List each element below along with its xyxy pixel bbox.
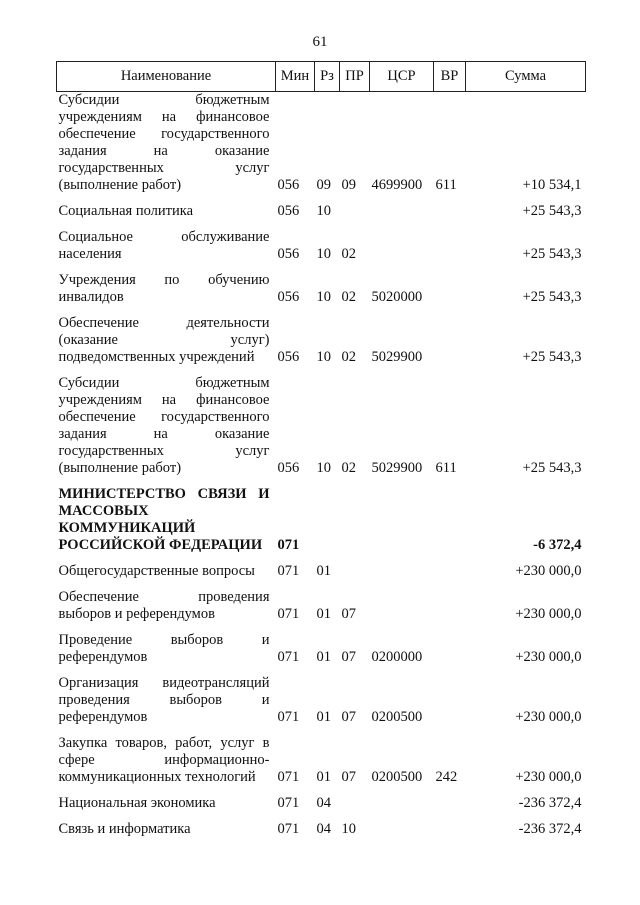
table-row <box>57 229 586 272</box>
row-csr: 5029900 <box>371 460 423 476</box>
row-min: 056 <box>277 289 300 305</box>
row-rz: 01 <box>316 606 331 622</box>
row-rz: 10 <box>316 246 331 262</box>
row-sum: +25 543,3 <box>522 246 582 262</box>
row-csr <box>370 229 434 272</box>
header-pr: ПР <box>340 62 370 92</box>
row-min: 071 <box>277 563 300 579</box>
row-rz: 04 <box>316 821 331 837</box>
table-header-row <box>57 62 586 92</box>
row-csr <box>370 203 434 229</box>
table-row <box>57 735 586 795</box>
row-min: 056 <box>277 246 300 262</box>
row-min: 071 <box>277 649 300 665</box>
table-row <box>57 675 586 735</box>
table-row <box>57 632 586 675</box>
row-min: 056 <box>277 460 300 476</box>
row-csr <box>370 486 434 563</box>
row-vr <box>434 315 466 375</box>
row-rz: 10 <box>316 289 331 305</box>
header-rz: Рз <box>315 62 340 92</box>
table-row <box>57 486 586 563</box>
row-pr <box>340 203 370 229</box>
row-csr: 0200000 <box>371 649 423 665</box>
row-sum: -236 372,4 <box>518 821 582 837</box>
row-sum: +230 000,0 <box>515 606 582 622</box>
row-pr: 10 <box>341 821 356 837</box>
row-csr: 4699900 <box>371 177 423 193</box>
row-name: Обеспечение проведения выборов и референдумов <box>58 589 270 622</box>
row-sum: +230 000,0 <box>515 709 582 725</box>
row-rz: 01 <box>316 649 331 665</box>
row-pr: 02 <box>341 349 356 365</box>
row-min: 056 <box>277 203 300 219</box>
row-vr <box>434 795 466 821</box>
row-pr: 07 <box>341 606 356 622</box>
row-name: Социальное обслуживание населения <box>58 229 270 262</box>
row-sum: -236 372,4 <box>518 795 582 811</box>
row-name: Обеспечение деятельности (оказание услуг) подведомственных учреждений <box>58 315 270 365</box>
table-row <box>57 203 586 229</box>
header-min: Мин <box>276 62 315 92</box>
row-name: Социальная политика <box>58 203 194 219</box>
table-row <box>57 375 586 486</box>
row-pr <box>340 563 370 589</box>
row-name: Учреждения по обучению инвалидов <box>58 272 270 305</box>
row-sum: +230 000,0 <box>515 649 582 665</box>
row-vr: 611 <box>435 177 457 193</box>
row-rz: 10 <box>316 460 331 476</box>
table-row <box>57 315 586 375</box>
row-pr <box>340 795 370 821</box>
header-csr: ЦСР <box>370 62 434 92</box>
row-vr <box>434 632 466 675</box>
row-vr <box>434 229 466 272</box>
row-rz: 04 <box>316 795 331 811</box>
table-row <box>57 589 586 632</box>
row-sum: +25 543,3 <box>522 349 582 365</box>
row-name: Закупка товаров, работ, услуг в сфере информационно-коммуникационных технологий <box>58 735 270 785</box>
row-name: Организация видеотрансляций проведения выборов и референдумов <box>58 675 270 725</box>
row-min: 071 <box>277 537 300 553</box>
row-rz: 09 <box>316 177 331 193</box>
row-vr <box>434 589 466 632</box>
row-rz: 01 <box>316 769 331 785</box>
table-row <box>57 795 586 821</box>
table-row <box>57 92 586 204</box>
row-name: Общегосударственные вопросы <box>58 563 255 579</box>
row-rz: 01 <box>316 563 331 579</box>
row-vr <box>434 272 466 315</box>
row-vr <box>434 203 466 229</box>
row-sum: +25 543,3 <box>522 289 582 305</box>
row-min: 071 <box>277 709 300 725</box>
row-csr <box>370 589 434 632</box>
row-pr: 07 <box>341 649 356 665</box>
row-rz: 10 <box>316 203 331 219</box>
row-min: 071 <box>277 769 300 785</box>
row-pr: 02 <box>341 289 356 305</box>
row-min: 056 <box>277 177 300 193</box>
row-pr: 09 <box>341 177 356 193</box>
row-vr <box>434 563 466 589</box>
row-csr <box>370 563 434 589</box>
row-name: Субсидии бюджетным учреждениям на финансовое обеспечение государственного задания на оказание государственных услуг (выполнение работ) <box>58 375 270 476</box>
row-csr: 0200500 <box>371 769 423 785</box>
row-pr: 07 <box>341 709 356 725</box>
row-vr <box>434 821 466 847</box>
header-vr: ВР <box>434 62 466 92</box>
row-vr: 611 <box>435 460 457 476</box>
row-sum: +10 534,1 <box>522 177 582 193</box>
row-csr: 5020000 <box>371 289 423 305</box>
row-name: Национальная экономика <box>58 795 216 811</box>
row-vr: 242 <box>435 769 458 785</box>
row-min: 071 <box>277 606 300 622</box>
header-sum: Сумма <box>466 62 586 92</box>
row-csr: 5029900 <box>371 349 423 365</box>
row-min: 071 <box>277 821 300 837</box>
row-sum: -6 372,4 <box>533 537 582 553</box>
row-pr: 02 <box>341 460 356 476</box>
row-name: Связь и информатика <box>58 821 191 837</box>
row-csr <box>370 821 434 847</box>
page-number: 61 <box>312 34 328 50</box>
row-name: Субсидии бюджетным учреждениям на финансовое обеспечение государственного задания на оказание государственных услуг (выполнение работ) <box>58 92 270 193</box>
row-pr <box>340 486 370 563</box>
row-min: 071 <box>277 795 300 811</box>
header-name: Наименование <box>57 62 276 92</box>
row-sum: +230 000,0 <box>515 769 582 785</box>
row-min: 056 <box>277 349 300 365</box>
row-csr <box>370 795 434 821</box>
table-row <box>57 563 586 589</box>
row-sum: +25 543,3 <box>522 203 582 219</box>
row-pr: 07 <box>341 769 356 785</box>
row-rz <box>315 486 340 563</box>
row-vr <box>434 486 466 563</box>
table-row <box>57 272 586 315</box>
row-pr: 02 <box>341 246 356 262</box>
row-sum: +230 000,0 <box>515 563 582 579</box>
budget-table <box>56 61 586 847</box>
row-csr: 0200500 <box>371 709 423 725</box>
row-rz: 01 <box>316 709 331 725</box>
table-row <box>57 821 586 847</box>
row-name: МИНИСТЕРСТВО СВЯЗИ И МАССОВЫХ КОММУНИКАЦИЙ РОССИЙСКОЙ ФЕДЕРАЦИИ <box>58 486 270 553</box>
row-name: Проведение выборов и референдумов <box>58 632 270 665</box>
row-vr <box>434 675 466 735</box>
row-sum: +25 543,3 <box>522 460 582 476</box>
row-rz: 10 <box>316 349 331 365</box>
